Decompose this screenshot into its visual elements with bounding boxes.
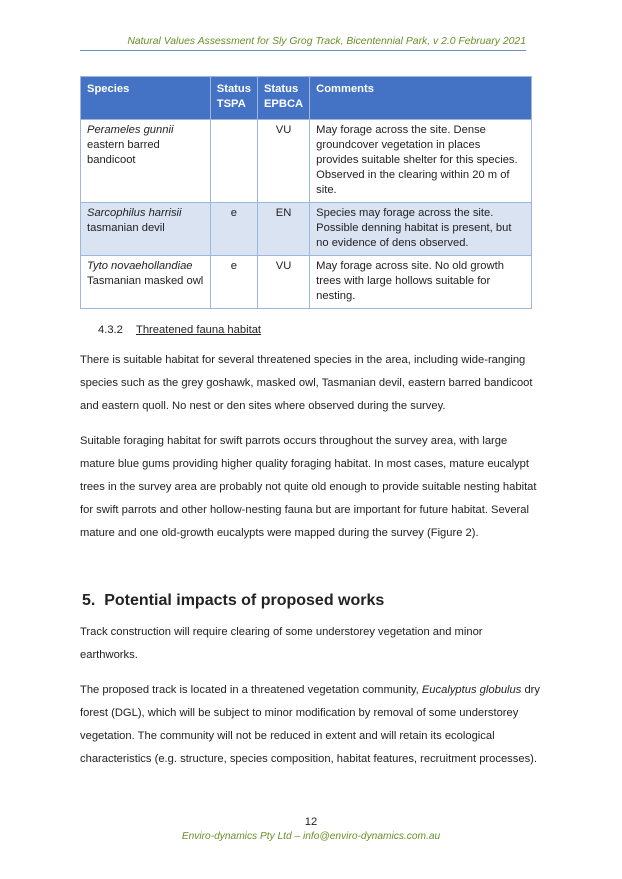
section-heading-4-3-2 — [98, 324, 261, 336]
header-tspa-line1: Status — [216, 83, 251, 95]
paragraph-habitat-summary: There is suitable habitat for several threatened species in the area, including wide-ranging species such as the grey goshawk, masked owl, Tasmanian devil, eastern barred bandicoot and eastern quoll. No nest or den sites where observed during the survey. — [80, 354, 533, 412]
tspa-cell — [210, 120, 257, 203]
common-name: eastern barred bandicoot — [87, 139, 160, 166]
scientific-name: Sarcophilus harrisii — [87, 207, 182, 219]
species-cell — [81, 120, 211, 203]
header-status-epbca — [257, 77, 309, 120]
common-name: Tasmanian masked owl — [87, 275, 204, 287]
common-name: tasmanian devil — [87, 222, 165, 234]
section-number: 4.3.2 — [98, 324, 123, 336]
epbca-cell: EN — [257, 203, 309, 256]
header-status-tspa — [210, 77, 257, 120]
paragraph-track-construction: Track construction will require clearing of some understorey vegetation and minor earthworks. — [80, 626, 483, 661]
header-species: Species — [81, 77, 211, 120]
paragraph-text-end: dry forest (DGL), which will be subject to minor modification by removal of some understorey vegetation. The community will not be reduced in extent and will retain its ecological characteristics (e.g. structure, species composition, habitat features, recruitment processes). — [80, 684, 540, 765]
tspa-cell: e — [210, 256, 257, 309]
table-row — [81, 120, 532, 203]
scientific-name: Perameles gunnii — [87, 124, 174, 136]
header-rule — [80, 50, 526, 51]
species-table — [80, 76, 532, 309]
header-comments: Comments — [310, 77, 532, 120]
scientific-name: Tyto novaehollandiae — [87, 260, 193, 272]
table-row — [81, 203, 532, 256]
comments-cell: May forage across the site. Dense groundcover vegetation in places provides suitable shelter for this species. Observed in the clearing within 20 m of site. — [310, 120, 532, 203]
paragraph-swift-parrots: Suitable foraging habitat for swift parrots occurs throughout the survey area, with large mature blue gums providing higher quality foraging habitat. In most cases, mature eucalypt trees in the survey area are probably not quite old enough to provide suitable nesting habitat for swift parrots and other hollow-nesting fauna but are important for future habitat. Several mature and one old-growth eucalypts were mapped during the survey (Figure 2). — [80, 435, 537, 539]
epbca-cell: VU — [257, 256, 309, 309]
page-header: Natural Values Assessment for Sly Grog Track, Bicentennial Park, v 2.0 February 2021 — [127, 36, 526, 47]
section-title: Threatened fauna habitat — [136, 324, 262, 336]
epbca-cell: VU — [257, 120, 309, 203]
header-epbca-line1: Status — [263, 83, 299, 95]
species-cell — [81, 256, 211, 309]
section-number: 5. — [82, 592, 96, 609]
comments-cell: Species may forage across the site. Possible denning habitat is present, but no evidence of dens observed. — [310, 203, 532, 256]
section-title: Potential impacts of proposed works — [104, 592, 385, 609]
header-tspa-line2: TSPA — [216, 98, 246, 110]
table-row — [81, 256, 532, 309]
footer-text: Enviro-dynamics Pty Ltd – info@enviro-dynamics.com.au — [181, 831, 441, 842]
paragraph-text-start: The proposed track is located in a threatened vegetation community, — [80, 684, 422, 696]
table-header-row — [81, 77, 532, 120]
tspa-cell: e — [210, 203, 257, 256]
page-number: 12 — [304, 816, 318, 828]
section-heading-5 — [82, 592, 384, 610]
paragraph-vegetation-community — [80, 679, 542, 771]
species-name-italic: Eucalyptus globulus — [421, 684, 522, 696]
comments-cell: May forage across site. No old growth trees with large hollows suitable for nesting. — [310, 256, 532, 309]
header-epbca-line2: EPBCA — [263, 98, 304, 110]
species-cell — [81, 203, 211, 256]
